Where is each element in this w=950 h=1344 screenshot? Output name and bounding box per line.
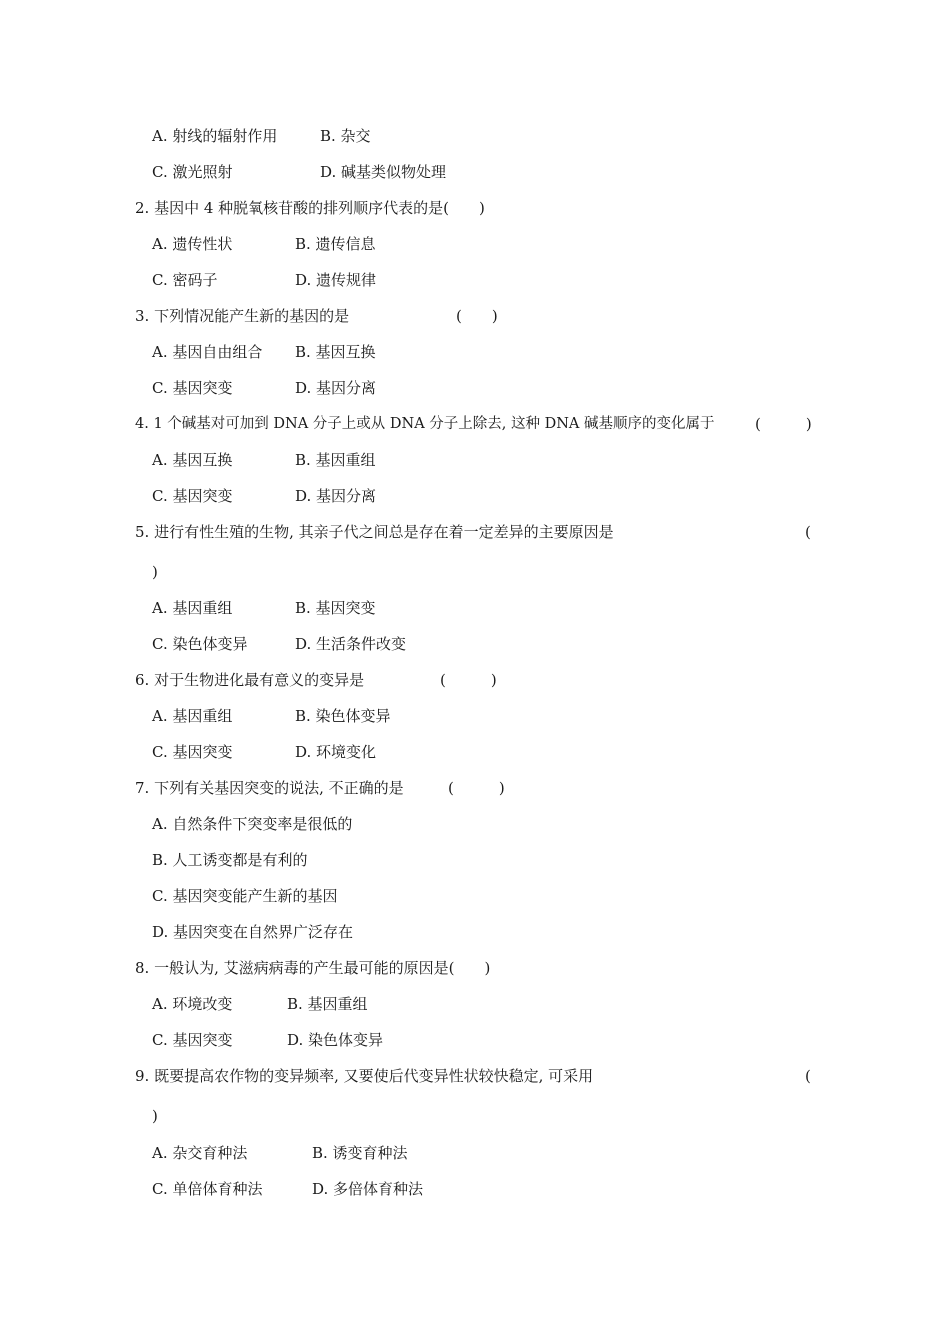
q5-option-a: A. 基因重组 [152, 599, 233, 617]
q9-option-b: B. 诱变育种法 [312, 1144, 408, 1162]
q6-stem: 6. 对于生物进化最有意义的变异是 [135, 671, 365, 689]
q5-option-b: B. 基因突变 [295, 599, 376, 617]
q7-option-c: C. 基因突变能产生新的基因 [152, 887, 338, 905]
q5-paren-close: ) [152, 563, 158, 581]
q9-option-c: C. 单倍体育种法 [152, 1180, 263, 1198]
q2-option-a: A. 遗传性状 [152, 235, 233, 253]
q7-option-d: D. 基因突变在自然界广泛存在 [152, 923, 354, 941]
q9-option-d: D. 多倍体育种法 [312, 1180, 424, 1198]
q8-option-b: B. 基因重组 [287, 995, 368, 1013]
q2-option-b: B. 遗传信息 [295, 235, 376, 253]
q2-option-d: D. 遗传规律 [295, 271, 377, 289]
q1-option-d: D. 碱基类似物处理 [320, 163, 447, 181]
q3-option-a: A. 基因自由组合 [152, 343, 263, 361]
q7-option-b: B. 人工诱变都是有利的 [152, 851, 308, 869]
q4-option-d: D. 基因分离 [295, 487, 377, 505]
q4-option-a: A. 基因互换 [152, 451, 233, 469]
q9-stem: 9. 既要提高农作物的变异频率, 又要使后代变异性状较快稳定, 可采用 [135, 1067, 594, 1085]
q2-stem: 2. 基因中 4 种脱氧核苷酸的排列顺序代表的是( ) [135, 199, 485, 217]
q5-stem: 5. 进行有性生殖的生物, 其亲子代之间总是存在着一定差异的主要原因是 [135, 523, 614, 541]
q9-paren-close: ) [152, 1107, 158, 1125]
q3-option-c: C. 基因突变 [152, 379, 233, 397]
q9-paren-open: ( [805, 1067, 811, 1085]
q6-answer-paren: ( ) [440, 671, 497, 689]
q8-option-a: A. 环境改变 [152, 995, 233, 1013]
q8-option-d: D. 染色体变异 [287, 1031, 384, 1049]
q5-paren-open: ( [805, 523, 811, 541]
q4-option-c: C. 基因突变 [152, 487, 233, 505]
q7-option-a: A. 自然条件下突变率是很低的 [152, 815, 353, 833]
q9-option-a: A. 杂交育种法 [152, 1144, 248, 1162]
q4-option-b: B. 基因重组 [295, 451, 376, 469]
q4-stem: 4. 1 个碱基对可加到 DNA 分子上或从 DNA 分子上除去, 这种 DNA 碱基顺序的变化属于 [135, 416, 715, 432]
q3-stem: 3. 下列情况能产生新的基因的是 [135, 307, 350, 325]
q3-answer-paren: ( ) [456, 307, 498, 325]
q1-option-b: B. 杂交 [320, 127, 371, 145]
q2-option-c: C. 密码子 [152, 271, 218, 289]
q5-option-c: C. 染色体变异 [152, 635, 248, 653]
q8-option-c: C. 基因突变 [152, 1031, 233, 1049]
q7-stem: 7. 下列有关基因突变的说法, 不正确的是 [135, 779, 404, 797]
q7-answer-paren: ( ) [448, 779, 505, 797]
q1-option-c: C. 激光照射 [152, 163, 233, 181]
q6-option-a: A. 基因重组 [152, 707, 233, 725]
q6-option-d: D. 环境变化 [295, 743, 377, 761]
q4-answer-paren: ( ) [755, 415, 812, 433]
q6-option-b: B. 染色体变异 [295, 707, 391, 725]
q5-option-d: D. 生活条件改变 [295, 635, 407, 653]
q8-stem: 8. 一般认为, 艾滋病病毒的产生最可能的原因是( ) [135, 959, 491, 977]
q3-option-d: D. 基因分离 [295, 379, 377, 397]
q6-option-c: C. 基因突变 [152, 743, 233, 761]
q3-option-b: B. 基因互换 [295, 343, 376, 361]
q1-option-a: A. 射线的辐射作用 [152, 127, 278, 145]
